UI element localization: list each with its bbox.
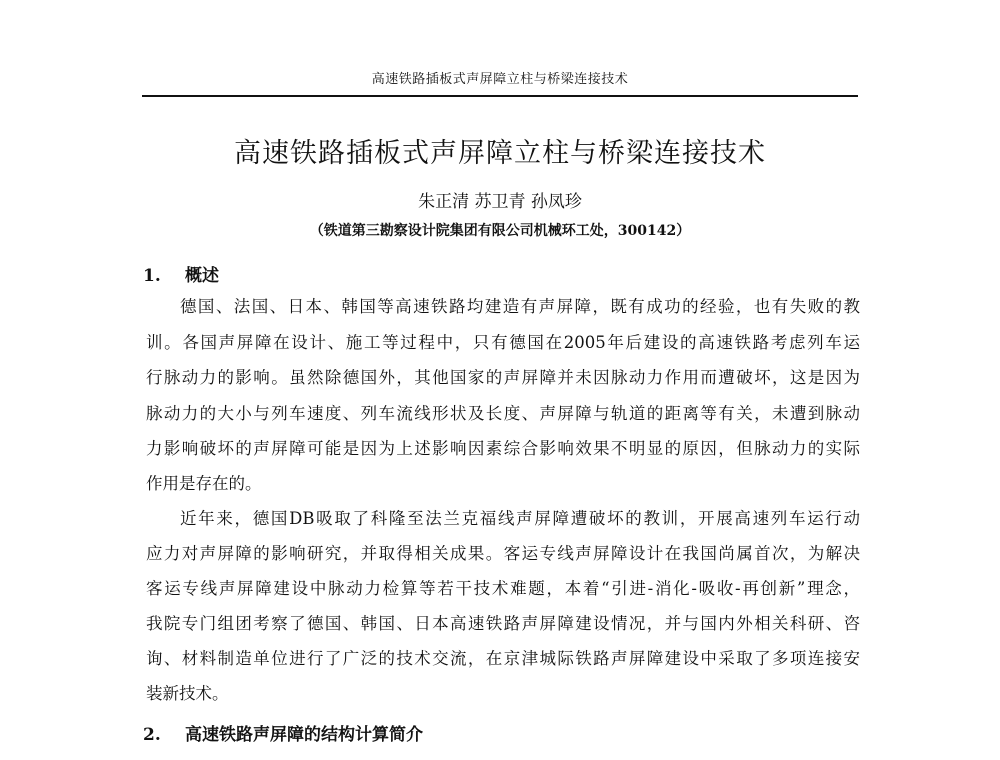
paragraph-line: 脉动力的大小与列车速度、列车流线形状及长度、声屏障与轨道的距离等有关，未遭到脉动	[146, 404, 860, 423]
section-2-title: 高速铁路声屏障的结构计算简介	[185, 725, 423, 745]
paragraph-line: 力影响破坏的声屏障可能是因为上述影响因素综合影响效果不明显的原因，但脉动力的实际	[146, 439, 860, 458]
paragraph-line: 应力对声屏障的影响研究，并取得相关成果。客运专线声屏障设计在我国尚属首次，为解决	[146, 544, 860, 563]
authors: 朱正清 苏卫青 孙凤珍	[418, 192, 582, 212]
paper-title: 高速铁路插板式声屏障立柱与桥梁连接技术	[234, 138, 766, 169]
header-rule	[142, 95, 858, 97]
paragraph-line: 行脉动力的影响。虽然除德国外，其他国家的声屏障并未因脉动力作用而遭破坏，这是因为	[146, 368, 860, 387]
paragraph-line: 装新技术。	[146, 684, 229, 703]
paragraph-line: 客运专线声屏障建设中脉动力检算等若干技术难题，本着“引进-消化-吸收-再创新”理念，	[146, 579, 860, 598]
section-1-title: 概述	[185, 266, 219, 286]
paragraph-line: 德国、法国、日本、韩国等高速铁路均建造有声屏障，既有成功的经验，也有失败的教	[180, 297, 860, 316]
section-1-heading	[143, 261, 219, 286]
section-2-number: 2.	[143, 725, 161, 745]
paragraph-line: 作用是存在的。	[146, 474, 262, 493]
running-header: 高速铁路插板式声屏障立柱与桥梁连接技术	[371, 72, 629, 87]
paragraph-line: 询、材料制造单位进行了广泛的技术交流，在京津城际铁路声屏障建设中采取了多项连接安	[146, 649, 860, 668]
affiliation: （铁道第三勘察设计院集团有限公司机械环工处，300142）	[309, 223, 691, 239]
section-2-heading	[143, 720, 423, 745]
paragraph-line: 我院专门组团考察了德国、韩国、日本高速铁路声屏障建设情况，并与国内外相关科研、咨	[146, 614, 860, 633]
paragraph-line: 训。各国声屏障在设计、施工等过程中，只有德国在2005年后建设的高速铁路考虑列车运	[146, 333, 860, 352]
section-1-number: 1.	[143, 266, 161, 286]
paragraph-line: 近年来，德国DB吸取了科隆至法兰克福线声屏障遭破坏的教训，开展高速列车运行动	[180, 509, 860, 528]
